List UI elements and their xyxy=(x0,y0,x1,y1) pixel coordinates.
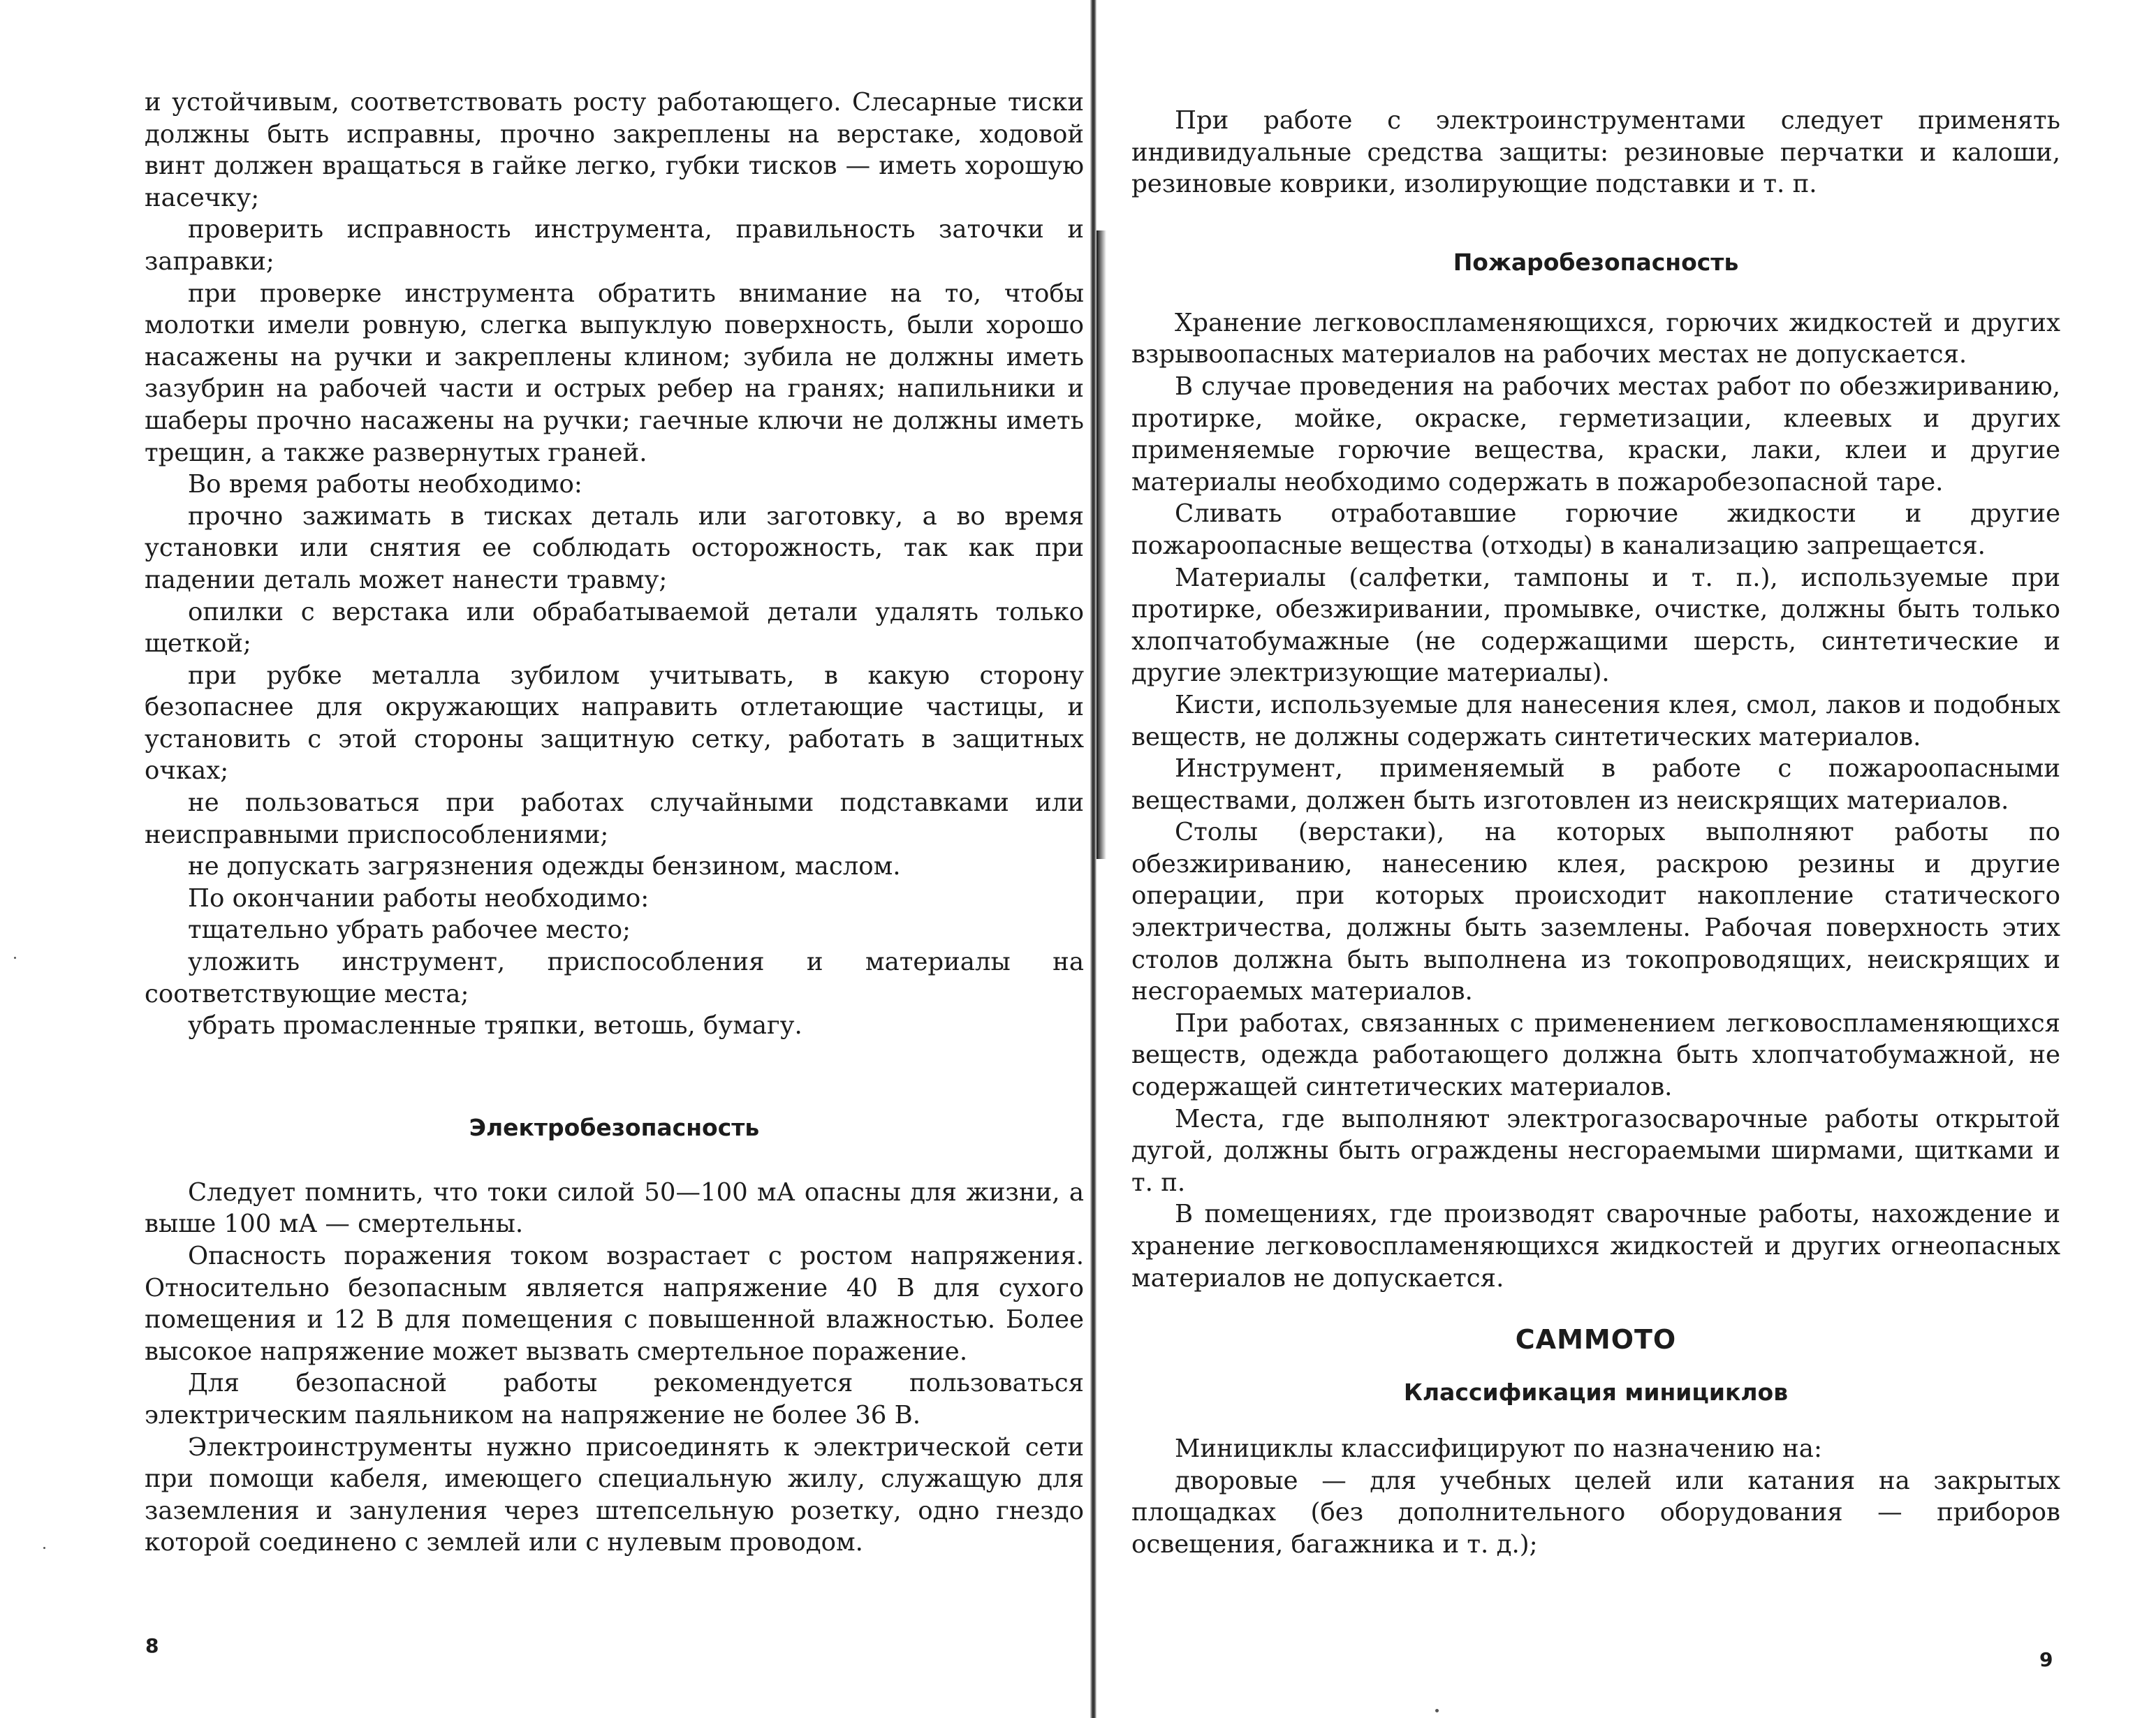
paragraph: Электроинструменты нужно присоединять к электрической сети при помощи кабеля, имеющего специальную жилу, служащую для заземления и зануления через штепсельную розетку, одно гнездо которой соединено с землей или с нулевым проводом. xyxy=(145,1432,1084,1557)
paragraph: Сливать отработавшие горючие жидкости и другие пожароопасные вещества (отходы) в канализацию запрещается. xyxy=(1131,499,2060,560)
paragraph: убрать промасленные тряпки, ветошь, бумагу. xyxy=(188,1011,802,1041)
left-text-column xyxy=(145,87,1084,1559)
paragraph: тщательно убрать рабочее место; xyxy=(188,916,631,945)
paragraph: Столы (верстаки), на которых выполняют работы по обезжириванию, нанесению клея, раскрою резины и другие операции, при которых происходит накопление статического электричества, должны быть заземлены. Рабочая поверхность этих столов должна быть выполнена из токопроводящих, неискрящих и несгораемых материалов. xyxy=(1131,818,2060,1006)
paragraph: Следует помнить, что токи силой 50—100 мА опасны для жизни, а выше 100 мА — смертельны. xyxy=(145,1177,1084,1239)
paragraph: Для безопасной работы рекомендуется пользоваться электрическим паяльником на напряжение не более 36 В. xyxy=(145,1369,1084,1430)
paragraph: Хранение легковоспламеняющихся, горючих жидкостей и других взрывоопасных материалов на рабочих местах не допускается. xyxy=(1131,308,2060,369)
chapter-heading: САММОТО xyxy=(1515,1324,1677,1356)
paragraph: Минициклы классифицируют по назначению на: xyxy=(1175,1434,1822,1464)
scan-speck xyxy=(43,1547,45,1549)
paragraph: Во время работы необходимо: xyxy=(188,470,582,499)
paragraph: при рубке металла зубилом учитывать, в какую сторону безопаснее для окружающих направить отлетающие частицы, и установить с этой стороны защитную сетку, работать в защитных очках; xyxy=(145,661,1084,786)
paragraph: не допускать загрязнения одежды бензином, маслом. xyxy=(188,852,901,881)
scan-speck xyxy=(1435,1709,1439,1712)
paragraph: Инструмент, применяемый в работе с пожароопасными веществами, должен быть изготовлен из неискрящих материалов. xyxy=(1131,754,2060,815)
paragraph: В случае проведения на рабочих местах работ по обезжириванию, протирке, мойке, окраске, герметизации, клеевых и других применяемые горючие вещества, краски, лаки, клеи и другие материалы необходимо содержать в пожаробезопасной таре. xyxy=(1131,372,2060,497)
page-number: 8 xyxy=(145,1634,159,1657)
paragraph: При работе с электроинструментами следует применять индивидуальные средства защиты: резиновые перчатки и калоши, резиновые коврики, изолирующие подставки и т. п. xyxy=(1131,106,2060,199)
paragraph: и устойчивым, соответствовать росту работающего. Слесарные тиски должны быть исправны, прочно закреплены на верстаке, ходовой винт должен вращаться в гайке легко, губки тисков — иметь хорошую насечку; xyxy=(145,88,1084,212)
paragraph: уложить инструмент, приспособления и материалы на соответствующие места; xyxy=(145,948,1084,1008)
paragraph: опилки с верстака или обрабатываемой детали удалять только щеткой; xyxy=(145,597,1084,659)
page-number: 9 xyxy=(2039,1648,2053,1671)
paragraph: По окончании работы необходимо: xyxy=(188,883,650,913)
paragraph: В помещениях, где производят сварочные работы, нахождение и хранение легковоспламеняющихся жидкостей и других огнеопасных материалов не допускается. xyxy=(1131,1200,2060,1293)
paragraph: проверить исправность инструмента, правильность заточки и заправки; xyxy=(145,215,1084,276)
section-heading-electro: Электробезопасность xyxy=(469,1113,760,1141)
section-heading-fire: Пожаробезопасность xyxy=(1453,248,1739,276)
paragraph: прочно зажимать в тисках деталь или заготовку, а во время установки или снятия ее соблюдать осторожность, так как при падении деталь может нанести травму; xyxy=(145,501,1084,594)
paragraph: при проверке инструмента обратить внимание на то, чтобы молотки имели ровную, слегка выпуклую поверхность, были хорошо насажены на ручки и закреплены клином; зубила не должны иметь зазубрин на рабочей части и острых ребер на гранях; напильники и шаберы прочно насажены на ручки; гаечные ключи не должны иметь трещин, а также развернутых граней. xyxy=(145,279,1084,467)
right-text-column xyxy=(1131,105,2060,1561)
section-heading-classification: Классификация минициклов xyxy=(1403,1379,1789,1407)
paragraph: Кисти, используемые для нанесения клея, смол, лаков и подобных веществ, не должны содержать синтетических материалов. xyxy=(1131,690,2060,751)
paragraph: не пользоваться при работах случайными подставками или неисправными приспособлениями; xyxy=(145,788,1084,849)
paragraph: Опасность поражения током возрастает с ростом напряжения. Относительно безопасным является напряжение 40 В для сухого помещения и 12 В для помещения с повышенной влажностью. Более высокое напряжение может вызвать смертельное поражение. xyxy=(145,1242,1084,1366)
paragraph: Места, где выполняют электрогазосварочные работы открытой дугой, должны быть ограждены несгораемыми ширмами, щитками и т. п. xyxy=(1131,1104,2060,1197)
paragraph: При работах, связанных с применением легковоспламеняющихся веществ, одежда работающего должна быть хлопчатобумажной, не содержащей синтетических материалов. xyxy=(1131,1008,2060,1102)
paragraph: дворовые — для учебных целей или катания на закрытых площадках (без дополнительного оборудования — приборов освещения, багажника и т. д.); xyxy=(1131,1466,2060,1559)
scan-speck xyxy=(14,957,16,959)
paragraph: Материалы (салфетки, тампоны и т. п.), используемые при протирке, обезжиривании, промывке, очистке, должны быть только хлопчатобумажные (не содержащими шерсть, синтетические и другие электризующие материалы). xyxy=(1131,563,2060,688)
